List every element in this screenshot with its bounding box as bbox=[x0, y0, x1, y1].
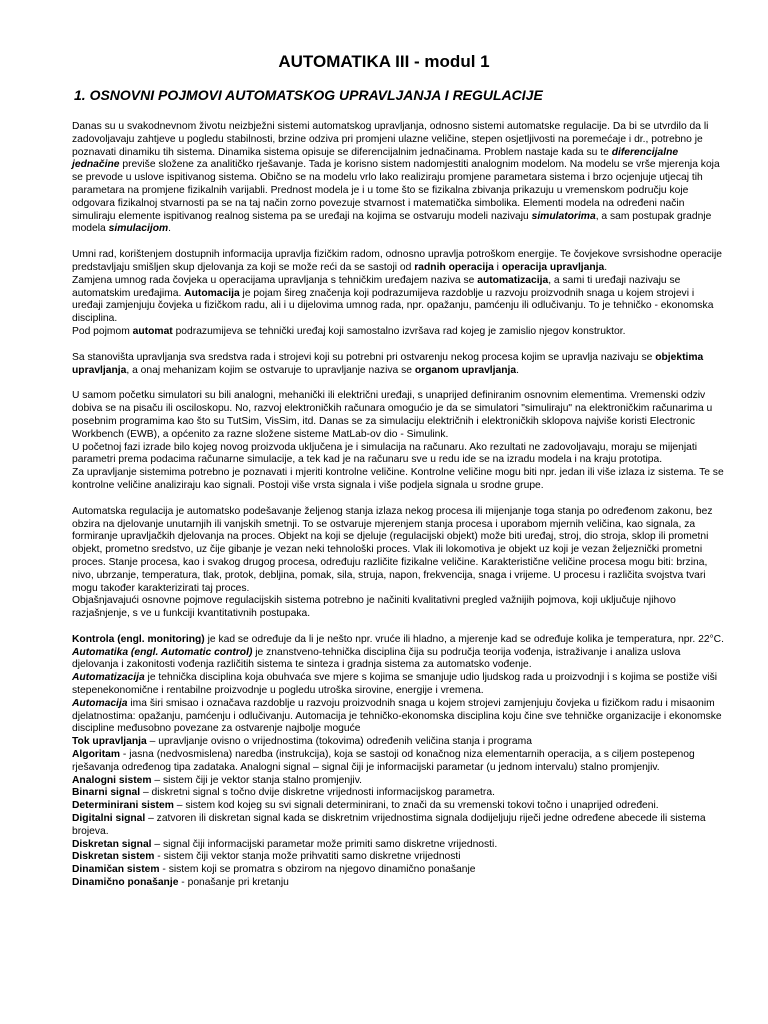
definition-item bbox=[72, 787, 724, 800]
definition-item bbox=[72, 647, 724, 673]
text-run: Sa stanovišta upravljanja sva sredstva rada i strojevi koji su potrebni pri ostvarenju nekog procesa kojim se upravlja nazivaju se bbox=[72, 351, 656, 363]
text-run: . bbox=[168, 223, 172, 235]
definition-term: Diskretan sistem bbox=[72, 851, 155, 863]
definition-text: - jasna (nedvosmislena) naredba (instrukcija), koja se sastoji od konačnog niza elementarnih operacija, a s ciljem postepenog rješavanja određenog tipa zadataka. Analogni signal – signal čiji je informacijski parametar (u jednom intervalu) stalno promjenjiv. bbox=[72, 749, 695, 773]
text-run: podrazumijeva se tehnički uređaj koji samostalno izvršava rad kojeg je zamislio njegov konstruktor. bbox=[172, 325, 626, 337]
definition-term: Automatika (engl. Automatic control) bbox=[72, 646, 253, 658]
emphasis-term: simulatorima bbox=[531, 210, 596, 222]
definition-item bbox=[72, 800, 724, 813]
paragraph-control-objects bbox=[72, 352, 724, 378]
definition-term: Analogni sistem bbox=[72, 774, 152, 786]
definition-term: Determinirani sistem bbox=[72, 800, 174, 812]
paragraph-simulators: U samom početku simulatori su bili analogni, mehanički ili električni uređaji, s unapriјed definiranim osnovnim elementima. Vremenski odziv dobiva se na pisaču ili osciloskopu. No, razvoj elektroničkih računara omogućio je da se simulatori "simuliraju" na elektroničkim računarima u posebnim programima kao što su TutSim, VisSim, itd. Danas se za simulaciju električnih i elektroničkih sklopova najviše koristi Electronic Workbench (EWB), a općenito za razne složene sisteme MatLab-ov dio - Simulink. bbox=[72, 390, 713, 440]
definition-item bbox=[72, 775, 724, 788]
definition-item bbox=[72, 839, 724, 852]
definition-text: – sistem kod kojeg su svi signali determinirani, to znači da su vremenski tokovi točno i unaprijed određeni. bbox=[173, 800, 659, 812]
paragraph-automatization bbox=[72, 275, 724, 326]
definition-term: Dinamično ponašanje bbox=[72, 877, 179, 889]
definition-term: Digitalni signal bbox=[72, 813, 146, 825]
text-run: Zamjena umnog rada čovjeka u operacijama upravljanja s tehničkim uređajem naziva se bbox=[72, 274, 478, 286]
text-run: i bbox=[493, 261, 502, 273]
text-run: , a sami ti uređaji nazivaju se automatskim uređajima. bbox=[72, 274, 681, 299]
definition-text: je tehnička disciplina koja obuhvaća sve mjere s kojima se smanjuje udio ljudskog rada u proizvodnji i s kojima se postiže viši stepenekonomične i rentabilne proizvodnje u pogledu utroška sirovine, energije i vremena. bbox=[72, 672, 717, 697]
definition-item bbox=[72, 698, 724, 736]
definition-text: – signal čiji informacijski parametar može primiti samo diskretne vrijednosti. bbox=[151, 838, 498, 850]
definition-text: – upravljanje ovisno o vrijednostima (tokovima) određenih veličina stanja i programa bbox=[146, 736, 532, 748]
text-run: , a sam postupak gradnje modela bbox=[72, 210, 712, 235]
definitions-list bbox=[72, 634, 724, 890]
emphasis-term: automatizacija bbox=[477, 274, 549, 286]
document-title: AUTOMATIKA III - modul 1 bbox=[278, 52, 490, 71]
definition-term: Algoritam bbox=[72, 749, 121, 761]
emphasis-term: automat bbox=[132, 325, 173, 337]
emphasis-term: organom upravljanja bbox=[414, 364, 517, 376]
text-run: previše složene za analitičko rješavanje. Tada je korisno sistem nadomjestiti analognim modelom. Na modelu se vrše mjerenja koja se prevode u uslove ispitivanog sistema. Obično se na modelu vrlo lako realiziraju promjene parametara sistema i brzo ocjenjuje utjecaj tih parametara na promjene fizikalnih varijabli. Prednost modela je i u tome što se fizikalna zbivanja prikazuju u vremenskom području koje odgovara fizikalnoj stvarnosti pa se na taj način zorno povezuje stvarnost i matematička simbolika. Elementi modela na određeni način simuliraju elemente ispitivanog realnog sistema pa se uređaji na kojima se ostvaruju modeli nazivaju bbox=[72, 159, 720, 222]
paragraph-mental-work bbox=[72, 249, 724, 275]
text-run: Pod pojmom bbox=[72, 325, 133, 337]
text-run: je pojam šireg značenja koji podrazumijeva razdoblje u razvoju proizvodnih snaga u kojem strojevi i uređaji zamjenjuju čovjeka u fizičkom radu, ali i u dijelovima umnog rada, npr. opažanju, pamćenju ili odlučivanju. To je tehničko - ekonomska disciplina. bbox=[72, 287, 714, 325]
definition-term: Automatizacija bbox=[72, 672, 145, 684]
emphasis-term: radnih operacija bbox=[414, 261, 494, 273]
definition-text: – diskretni signal s točno dvije diskretne vrijednosti informacijskog parametra. bbox=[140, 787, 495, 799]
definition-item bbox=[72, 736, 724, 749]
emphasis-term: simulacijom bbox=[108, 223, 169, 235]
definition-item bbox=[72, 672, 724, 698]
paragraph-dynamics bbox=[72, 121, 724, 236]
definition-item bbox=[72, 864, 724, 877]
definition-term: Binarni signal bbox=[72, 787, 141, 799]
definition-item bbox=[72, 877, 724, 890]
definition-text: - sistem koji se promatra s obzirom na njegovo dinamično ponašanje bbox=[159, 864, 476, 876]
text-run: . bbox=[516, 364, 519, 376]
definition-term: Dinamičan sistem bbox=[72, 864, 160, 876]
emphasis-term: Automacija bbox=[184, 287, 240, 299]
definition-item bbox=[72, 634, 724, 647]
definition-text: - sistem čiji vektor stanja može prihvatiti samo diskretne vrijednosti bbox=[154, 851, 461, 863]
definition-item bbox=[72, 813, 724, 839]
chapter-heading: 1. OSNOVNI POJMOVI AUTOMATSKOG UPRAVLJANJA I REGULACIJE bbox=[74, 87, 543, 103]
definition-item bbox=[72, 749, 724, 775]
definition-text: – zatvoren ili diskretan signal kada se diskretnim vrijednostima signala dodijeljuju riječi jedne određene abecede ili sistema brojeva. bbox=[72, 813, 706, 837]
text-run: Umni rad, korištenjem dostupnih informacija upravlja fizičkim radom, odnosno upravlja potroškom energije. Te čovjekove svrsishodne operacije predstavljaju smišljen skup djelovanja za koji se može reći da se sastoji od bbox=[72, 249, 722, 273]
definition-text: ima širi smisao i označava razdoblje u razvoju proizvodnih snaga u kojem strojevi zamjenjuju čovjeka u fizičkom radu i misaonim djelatnostima: opažanju, pamćenju i odlučivanju. Automacija je tehničko-ekonomska disciplina koju čine sve tehničke organizacije i ekonomske discipline međusobno povezane za ostvarenje najbolje moguće bbox=[72, 697, 722, 735]
definition-item bbox=[72, 851, 724, 864]
emphasis-term: objektima upravljanja bbox=[72, 351, 704, 376]
paragraph-signals: Za upravljanje sistemima potrebno je poznavati i mjeriti kontrolne veličine. Kontrolne veličine mogu biti npr. jedan ili više izlaza iz sistema. Te se kontrolne veličine analiziraju kao signali. Postoji više vrsta signala i više podjela signala u srodne grupe. bbox=[72, 467, 724, 491]
definition-term: Diskretan signal bbox=[72, 838, 152, 850]
definition-text: - ponašanje pri kretanju bbox=[178, 877, 289, 889]
definition-term: Automacija bbox=[72, 697, 128, 709]
paragraph-explanation: Objašnjavajući osnovne pojmove regulacijskih sistema potrebno je načiniti kvalitativni pregled važnijih pojmova, koji uključuje njihovo razjašnjenje, s ve u funkciji kvantitativnih postupaka. bbox=[72, 595, 676, 620]
emphasis-term: operacija upravljanja bbox=[501, 261, 605, 273]
paragraph-automat bbox=[72, 326, 724, 339]
text-run: , a onaj mehanizam kojim se ostvaruje to upravljanje naziva se bbox=[126, 364, 415, 376]
definition-text: – sistem čiji je vektor stanja stalno promjenjiv. bbox=[151, 774, 362, 786]
paragraph-simulation-phase: U početnoj fazi izrade bilo kojeg novog proizvoda uključena je i simulacija na računaru. Ako rezultati ne zadovoljavaju, moraju se mijenjati parametri prema podacima računarne simulacije, a tek kad je na računaru sve u redu ide se na izradu modela i na kraju prototipa. bbox=[72, 441, 698, 466]
paragraph-automatic-regulation: Automatska regulacija je automatsko podešavanje željenog stanja izlaza nekog procesa ili mijenjanje toga stanja po određenom zakonu, bez obzira na djelovanje unutarnjih ili vanjskih smetnji. To se ostvaruje mjerenjem stanja procesa i uporabom mjernih veličina, kao signala, za formiranje upravljačkih djelovanja na proces. Objekt na koji se djeluje (regulacijski objekt) može biti uređaj, stroj, dio stroja, sklop ili prometni objekt, prometno sredstvo, uz čije gibanje je vezan neki tehnološki proces. Vlak ili lokomotiva je objekt uz koji je vezan željeznički prometni proces. Stanje procesa, kao i svakog drugog procesa, određuju različite fizikalne veličine. Karakteristične veličine procesa mogu biti: brzina, nivo, ubrzanje, temperatura, tlak, protok, debljina, pomak, sila, struja, napon, frekvencija, snaga i vrijeme. U procesu i različita svojstva tvari mogu također karakterizirati taj proces. bbox=[72, 505, 713, 594]
text-run: . bbox=[604, 261, 608, 273]
definition-term: Tok upravljanja bbox=[72, 736, 147, 748]
definition-term: Kontrola (engl. monitoring) bbox=[72, 633, 205, 645]
text-run: Danas su u svakodnevnom životu neizbježni sistemi automatskog upravljanja, odnosno sistemi automatske regulacije. Da bi se utvrdilo da li zadovoljavaju zahtjeve u pogledu stabilnosti, brzine odziva pri promjeni ulazne veličine, stepen osjetljivosti na poremećaje i dr., potrebno je poznavati dinamiku tih sistema. Dinamika sistema opisuje se diferencijalnim jednačinama. Problem nastaje kada su te bbox=[72, 121, 709, 158]
document-body bbox=[72, 121, 724, 890]
definition-text: je znanstveno-tehnička disciplina čija su područja teorija vođenja, istraživanje i analiza uslova djelovanja i zakonitosti vođenja različitih sistema te sinteza i gradnja sistema za automatsko vođenje. bbox=[72, 646, 681, 671]
definition-text: je kad se određuje da li je nešto npr. vruće ili hladno, a mjerenje kad se određuje kolika je temperatura, npr. 22°C. bbox=[204, 633, 724, 645]
emphasis-term: diferencijalne jednačine bbox=[72, 146, 679, 171]
